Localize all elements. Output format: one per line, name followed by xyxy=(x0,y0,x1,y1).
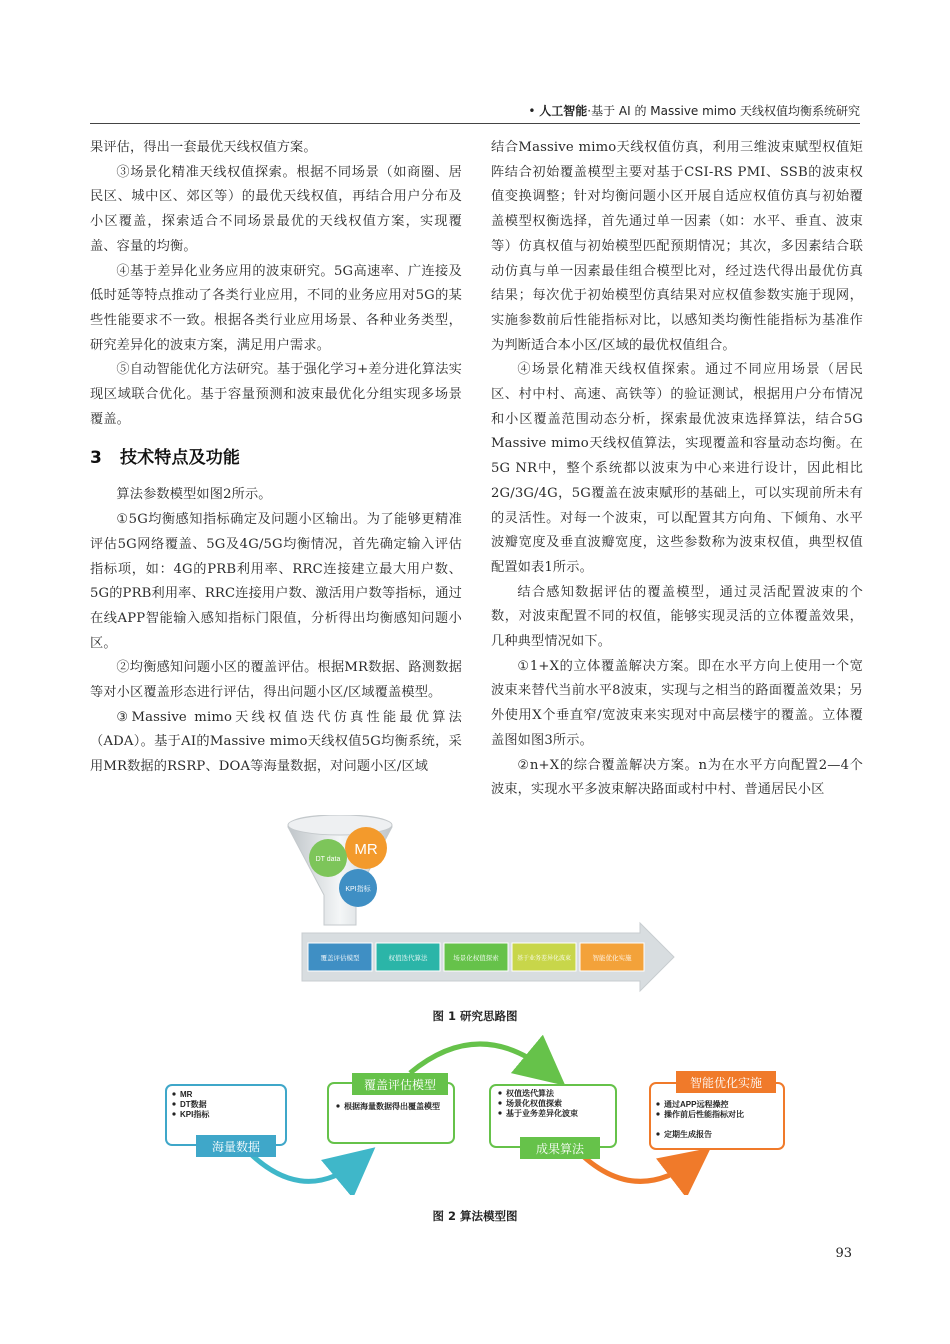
paragraph: ②n+X的综合覆盖解决方案。n为在水平方向配置2—4个波束，实现水平多波束解决路面或村中村、普通居民小区 xyxy=(491,757,863,798)
figure-research-roadmap xyxy=(280,815,680,995)
box-smart-optimization-item: 操作前后性能指标对比 xyxy=(664,1110,744,1119)
header-bullet: • xyxy=(528,104,536,118)
figure2-caption: 图 2 算法模型图 xyxy=(432,1209,518,1223)
bullet-dot xyxy=(656,1112,659,1115)
section-heading xyxy=(90,435,462,481)
box-smart-optimization-item: 定期生成报告 xyxy=(664,1130,712,1139)
bullet-dot xyxy=(172,1102,175,1105)
paragraph: ③场景化精准天线权值探索。根据不同场景（如商圈、居民区、城中区、郊区等）的最优天线权值，再结合用户分布及小区覆盖，探索适合不同场景最优的天线权值方案，实现覆盖、容量的均衡。 xyxy=(90,164,462,254)
paragraph: 结合Massive mimo天线权值仿真，利用三维波束赋型权值矩阵结合初始覆盖模型主要对基于CSI-RS PMI、SSB的波束权值变换调整；针对均衡问题小区开展自适应权值仿真与初始覆盖模型权衡选择，首先通过单一因素（如：水平、垂直、波束等）仿真权值与初始模型匹配预期情况；其次，多因素结合联动仿真与单一因素最佳组合模型比对，经过迭代得出最优仿真结果；每次优于初始模型仿真结果对应权值参数实施于现网，实施参数前后性能指标对比，以感知类均衡性能指标为基准作为判断适合本小区/区域的最优权值组合。 xyxy=(491,140,863,353)
bullet-dot xyxy=(498,1111,501,1114)
paragraph: ④场景化精准天线权值探索。通过不同应用场景（居民区、村中村、高速、高铁等）的验证测试，根据用户分布情况和小区覆盖范围动态分析，探索最优波束选择算法，结合5G Massive mimo天线权值算法，实现覆盖和容量动态均衡。在5G NR中，整个系统都以波束为中心来进行设计，因此相比2G/3G/4G，5G覆盖在波束赋形的基础上，可以实现前所未有的灵活性。对每一个波束，可以配置其方向角、下倾角、水平波瓣宽度及垂直波瓣宽度，这些参数称为波束权值，典型权值配置如表1所示。 xyxy=(491,362,863,575)
right-column xyxy=(491,136,863,803)
paragraph: ①5G均衡感知指标确定及问题小区输出。为了能够更精准评估5G网络覆盖、5G及4G/5G均衡情况，首先确定输入评估指标项，如：4G的PRB利用率、RRC连接建立最大用户数、5G的PRB利用率、RRC连接用户数、激活用户数等指标，通过在线APP智能输入感知指标门限值，分析得出均衡感知问题小区。 xyxy=(90,512,462,651)
bubble-dt-label: DT data xyxy=(315,856,341,863)
bullet-dot xyxy=(498,1101,501,1104)
bubble-kpi-label: KPI指标 xyxy=(345,886,371,893)
box-massive-data-title: 海量数据 xyxy=(211,1140,261,1154)
paragraph: ③Massive mimo天线权值迭代仿真性能最优算法（ADA）。基于AI的Massive mimo天线权值5G均衡系统，采用MR数据的RSRP、DOA等海量数据，对问题小区/区域 xyxy=(90,709,462,775)
box-result-algorithm-item: 场景化权值探索 xyxy=(506,1099,562,1108)
bullet-dot xyxy=(172,1112,175,1115)
step-label-4: 基于业务差异化波束 xyxy=(516,956,572,962)
bullet-dot xyxy=(656,1102,659,1105)
bullet-dot xyxy=(172,1092,175,1095)
paragraph: ④基于差异化业务应用的波束研究。5G高速率、广连接及低时延等特点推动了各类行业应用，不同的业务应用对5G的某些性能要求不一致。根据各类行业应用场景、各种业务类型，研究差异化的波束方案，满足用户需求。 xyxy=(90,263,462,353)
box-massive-data-item: KPI指标 xyxy=(180,1110,210,1119)
header-article-title: ·基于 AI 的 Massive mimo 天线权值均衡系统研究 xyxy=(587,104,860,118)
box-coverage-model-item: 根据海量数据得出覆盖模型 xyxy=(344,1102,440,1111)
paragraph: 结合感知数据评估的覆盖模型，通过灵活配置波束的个数，对波束配置不同的权值，能够实现灵活的立体覆盖效果，几种典型情况如下。 xyxy=(491,584,863,650)
paragraph: ②均衡感知问题小区的覆盖评估。根据MR数据、路测数据等对小区覆盖形态进行评估，得出问题小区/区域覆盖模型。 xyxy=(90,660,462,701)
paragraph: ⑤自动智能优化方法研究。基于强化学习+差分进化算法实现区域联合优化。基于容量预测和波束最优化分组实现多场景覆盖。 xyxy=(90,362,462,427)
paragraph: ①1+X的立体覆盖解决方案。即在水平方向上使用一个宽波束来替代当前水平8波束，实现与之相当的路面覆盖效果；另外使用X个垂直窄/宽波束来实现对中高层楼宇的覆盖。立体覆盖图如图3所示。 xyxy=(491,658,863,748)
box-coverage-model-title: 覆盖评估模型 xyxy=(363,1078,437,1092)
bubble-mr-label: MR xyxy=(354,841,378,858)
box-result-algorithm-item: 权值迭代算法 xyxy=(506,1089,554,1098)
section-title: 技术特点及功能 xyxy=(120,448,241,469)
box-smart-optimization-item: 通过APP远程操控 xyxy=(664,1100,729,1109)
paragraph: 果评估，得出一套最优天线权值方案。 xyxy=(90,140,317,155)
header-title xyxy=(528,102,860,119)
process-steps xyxy=(308,943,644,971)
box-massive-data-item: DT数据 xyxy=(180,1100,207,1109)
box-result-algorithm-title: 成果算法 xyxy=(535,1142,585,1156)
bullet-dot xyxy=(336,1104,339,1107)
page-number: 93 xyxy=(835,1246,852,1261)
step-label-5: 智能优化实施 xyxy=(592,955,632,962)
figure-algorithm-model xyxy=(160,1035,790,1195)
bullet-dot xyxy=(656,1132,659,1135)
paragraph: 算法参数模型如图2所示。 xyxy=(116,487,272,503)
step-label-1: 覆盖评估模型 xyxy=(320,955,360,962)
arrow-green xyxy=(410,1044,550,1073)
box-result-algorithm-item: 基于业务差异化波束 xyxy=(506,1109,578,1118)
step-label-2: 权值迭代算法 xyxy=(388,955,428,962)
section-number: 3 xyxy=(90,448,102,469)
box-smart-optimization-title: 智能优化实施 xyxy=(689,1076,763,1090)
header-section: 人工智能 xyxy=(539,104,588,118)
box-massive-data-item: MR xyxy=(180,1090,193,1099)
figure1-caption: 图 1 研究思路图 xyxy=(432,1009,518,1023)
running-header xyxy=(90,98,860,124)
bullet-dot xyxy=(498,1091,501,1094)
left-column xyxy=(90,136,462,780)
step-label-3: 场景化权值探索 xyxy=(453,955,499,962)
